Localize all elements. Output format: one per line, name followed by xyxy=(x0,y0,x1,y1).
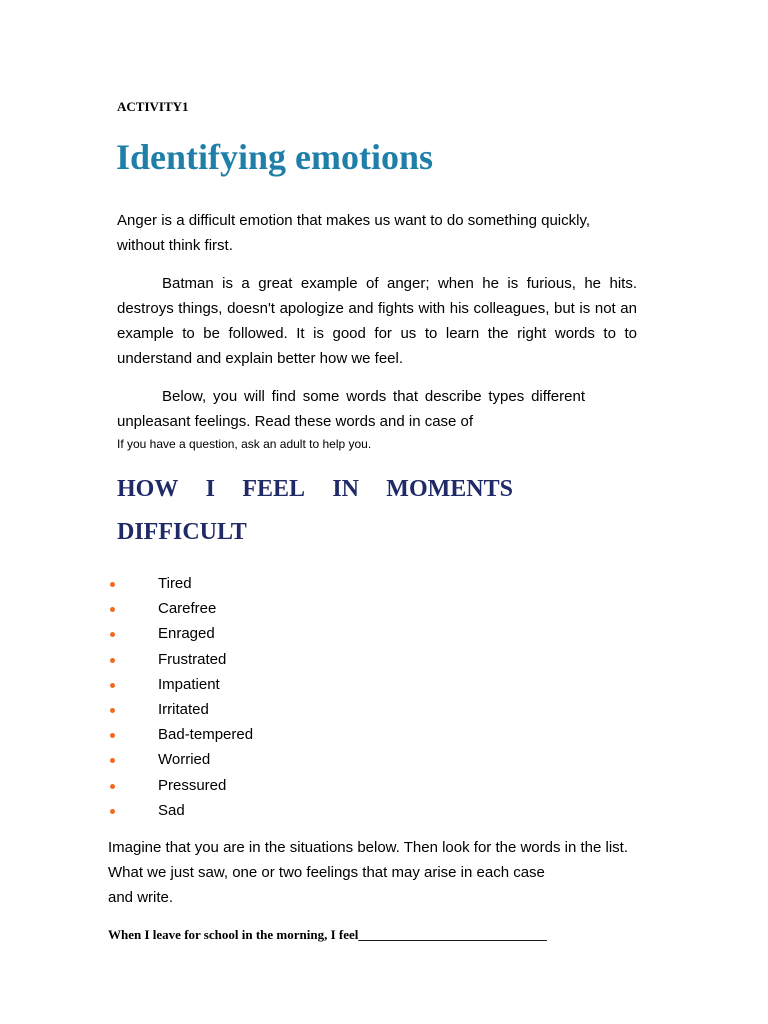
section-word: MOMENTS xyxy=(386,476,513,502)
bullet-icon xyxy=(110,607,115,612)
fill-in-sentence: When I leave for school in the morning, I feel_____________________________ xyxy=(108,927,547,942)
section-heading-line2: DIFFICULT xyxy=(117,519,247,545)
help-note: If you have a question, ask an adult to help you. xyxy=(117,437,372,451)
bullet-icon xyxy=(110,708,115,713)
section-word: HOW xyxy=(117,476,179,502)
section-heading-line1 xyxy=(117,476,513,503)
bullet-icon xyxy=(110,784,115,789)
bullet-icon xyxy=(110,683,115,688)
intro-paragraph: Anger is a difficult emotion that makes us want to do something quickly, without think first. xyxy=(117,212,591,254)
bullet-icon xyxy=(110,809,115,814)
bullet-icon xyxy=(110,632,115,637)
instructions-line: and write. xyxy=(108,889,174,906)
activity-label: ACTIVITY1 xyxy=(117,99,189,114)
instructions-paragraph xyxy=(108,835,648,910)
bullet-icon xyxy=(110,658,115,663)
bullet-icon xyxy=(110,733,115,738)
section-word: I xyxy=(205,476,215,502)
instructions-line: Imagine that you are in the situations below. Then look for the words in the list. xyxy=(108,839,629,856)
instructions-line: What we just saw, one or two feelings that may arise in each case xyxy=(108,864,545,881)
batman-paragraph: Batman is a great example of anger; when he is furious, he hits. destroys things, doesn't apologize and fights with his colleagues, but is not an example to be followed. It is good for us to learn the right words to to understand and explain better how we feel. xyxy=(117,275,637,367)
section-word: IN xyxy=(332,476,359,502)
bullet-icon xyxy=(110,758,115,763)
section-word: FEEL xyxy=(242,476,305,502)
bullet-icon xyxy=(110,582,115,587)
below-paragraph: Below, you will find some words that describe types different unpleasant feelings. Read these words and in case of xyxy=(117,388,585,430)
page-title: Identifying emotions xyxy=(116,137,434,177)
